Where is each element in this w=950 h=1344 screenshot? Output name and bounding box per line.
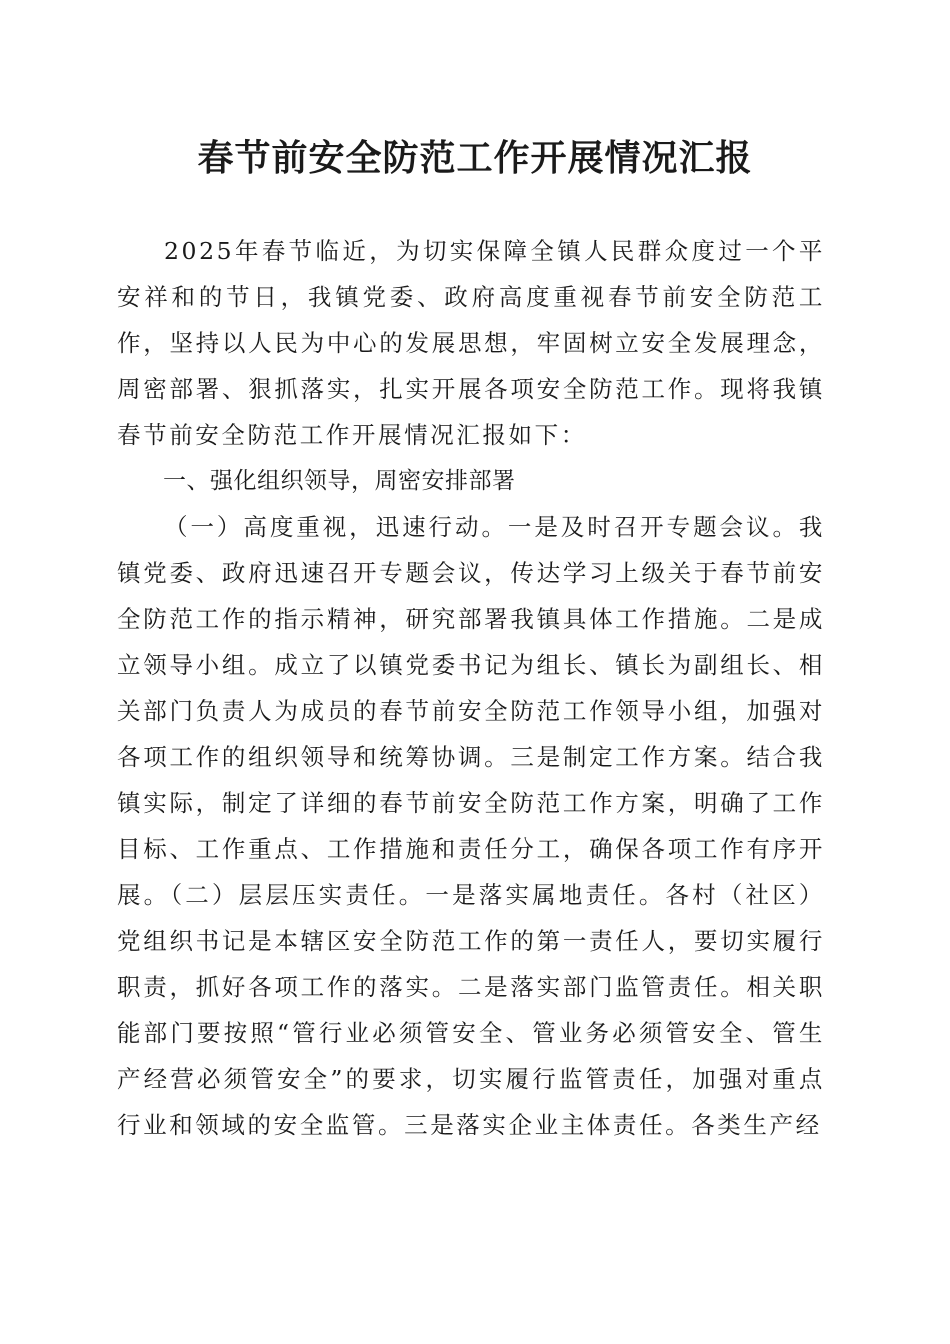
section-body-paragraph: （一）高度重视，迅速行动。一是及时召开专题会议。我镇党委、政府迅速召开专题会议，传达学习上级关于春节前安全防范工作的指示精神，研究部署我镇具体工作措施。二是成立领导小组。成立了以镇党委书记为组长、镇长为副组长、相关部门负责人为成员的春节前安全防范工作领导小组，加强对各项工作的组织领导和统筹协调。三是制定工作方案。结合我镇实际，制定了详细的春节前安全防范工作方案，明确了工作目标、工作重点、工作措施和责任分工，确保各项工作有序开展。（二）层层压实责任。一是落实属地责任。各村（社区）党组织书记是本辖区安全防范工作的第一责任人，要切实履行职责，抓好各项工作的落实。二是落实部门监管责任。相关职能部门要按照“管行业必须管安全、管业务必须管安全、管生产经营必须管安全”的要求，切实履行监管责任，加强对重点行业和领域的安全监管。三是落实企业主体责任。各类生产经 [117,513,825,1139]
section-heading: 一、强化组织领导，周密安排部署 [163,468,516,494]
document-body [117,228,825,1148]
document-title: 春节前安全防范工作开展情况汇报 [197,137,753,179]
intro-paragraph: 2025年春节临近，为切实保障全镇人民群众度过一个平安祥和的节日，我镇党委、政府高度重视春节前安全防范工作，坚持以人民为中心的发展思想，牢固树立安全发展理念，周密部署、狠抓落实，扎实开展各项安全防范工作。现将我镇春节前安全防范工作开展情况汇报如下： [117,237,825,449]
